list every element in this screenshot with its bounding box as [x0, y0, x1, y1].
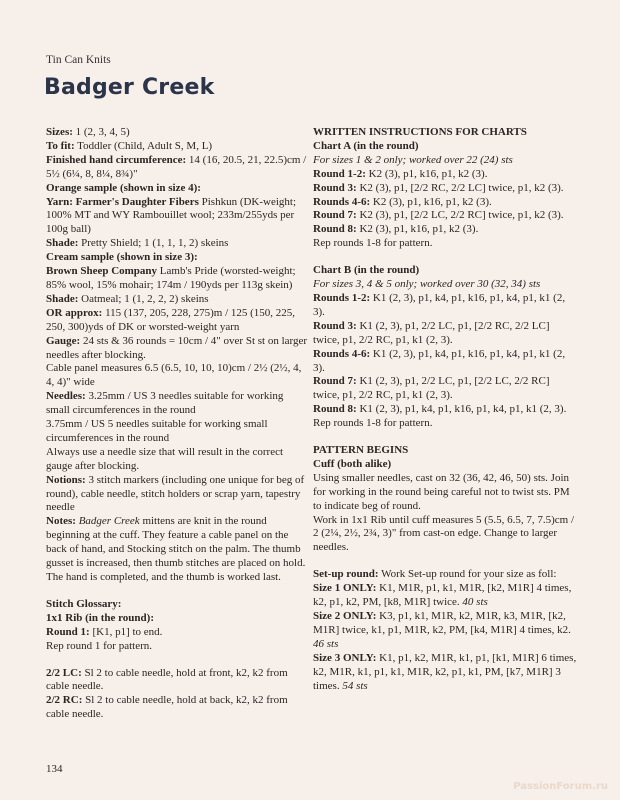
- left-column: [46, 126, 308, 722]
- publisher-name: Tin Can Knits: [46, 54, 111, 66]
- circumference-line: Finished hand circumference: 14 (16, 20.5, 21, 22.5)cm / 5½ (6¼, 8, 8¼, 8¾)": [46, 153, 307, 180]
- cuff-paragraph-1: Using smaller needles, cast on 32 (36, 42, 46, 50) sts. Join for working in the round being careful not to twist sts. PM to indicate beg of round.: [313, 471, 570, 512]
- needles-line-2: 3.75mm / US 5 needles suitable for working small circumferences in the round: [46, 418, 268, 444]
- orange-shade: Shade: Pretty Shield; 1 (1, 1, 1, 2) skeins: [46, 237, 229, 250]
- chart-a-note: For sizes 1 & 2 only; worked over 22 (24) sts: [313, 153, 513, 166]
- cuff-paragraph-2: Work in 1x1 Rib until cuff measures 5 (5.5, 6.5, 7, 7.5)cm / 2 (2¼, 2½, 2¾, 3)" from cast-on edge. Change to larger needles.: [313, 513, 575, 554]
- chart-b-heading: Chart B (in the round): [313, 264, 420, 277]
- rc-definition: 2/2 RC: Sl 2 to cable needle, hold at back, k2, k2 from cable needle.: [46, 694, 288, 721]
- chart-a-round-4-6: Rounds 4-6: K2 (3), p1, k16, p1, k2 (3).: [313, 195, 492, 208]
- fit-line: To fit: Toddler (Child, Adult S, M, L): [46, 139, 213, 152]
- page-number: 134: [46, 763, 63, 775]
- chart-a-round-3: Round 3: K2 (3), p1, [2/2 RC, 2/2 LC] twice, p1, k2 (3).: [313, 181, 564, 194]
- chart-b-round-7: Round 7: K1 (2, 3), p1, 2/2 LC, p1, [2/2 LC, 2/2 RC] twice, p1, 2/2 RC, p1, k1 (2, 3).: [313, 375, 550, 402]
- sizes-line: Sizes: 1 (2, 3, 4, 5): [46, 126, 130, 138]
- chart-a-round-8: Round 8: K2 (3), p1, k16, p1, k2 (3).: [313, 223, 479, 236]
- orange-sample-heading: Orange sample (shown in size 4):: [46, 181, 201, 194]
- notes-line: Notes: Badger Creek mittens are knit in the round beginning at the cuff. They feature a cable panel on the back of hand, and Stocking stitch on the palm. The thumb gusset is increased, then thumb stitches are placed on hold. The hand is completed, and the thumb is worked last.: [46, 515, 306, 583]
- gauge-cable: Cable panel measures 6.5 (6.5, 10, 10, 10)cm / 2½ (2½, 4, 4, 4)" wide: [46, 362, 302, 389]
- chart-b-note: For sizes 3, 4 & 5 only; worked over 30 (32, 34) sts: [313, 278, 541, 291]
- chart-b-round-3: Round 3: K1 (2, 3), p1, 2/2 LC, p1, [2/2 RC, 2/2 LC] twice, p1, 2/2 RC, p1, k1 (2, 3).: [313, 319, 550, 346]
- rib-round-1: Round 1: [K1, p1] to end.: [46, 625, 163, 638]
- orange-yarn: Yarn: Farmer's Daughter Fibers Pishkun (DK-weight; 100% MT and WY Rambouillet wool; 233m/255yds per 100g ball): [46, 195, 297, 236]
- size-3-setup: Size 3 ONLY: K1, p1, k2, M1R, k1, p1, [k1, M1R] 6 times, k2, M1R, k1, p1, k1, M1R, k2, p1, k1, PM, [k7, M1R] 3 times. 54 sts: [313, 651, 577, 692]
- right-column: [313, 126, 578, 693]
- rib-repeat: Rep round 1 for pattern.: [46, 639, 152, 652]
- glossary-heading: Stitch Glossary:: [46, 597, 122, 610]
- pattern-begins-heading: PATTERN BEGINS: [313, 444, 409, 457]
- chart-a-repeat: Rep rounds 1-8 for pattern.: [313, 237, 433, 250]
- needles-line-3: Always use a needle size that will result in the correct gauge after blocking.: [46, 445, 284, 472]
- setup-round: Set-up round: Work Set-up round for your size as foll:: [313, 568, 557, 581]
- chart-a-heading: Chart A (in the round): [313, 139, 419, 152]
- watermark: PassionForum.ru: [513, 781, 608, 792]
- lc-definition: 2/2 LC: Sl 2 to cable needle, hold at front, k2, k2 from cable needle.: [46, 666, 288, 693]
- approx-yarn: OR approx: 115 (137, 205, 228, 275)m / 125 (150, 225, 250, 300)yds of DK or worsted-weight yarn: [46, 306, 296, 333]
- notions-line: Notions: 3 stitch markers (including one unique for beg of round), cable needle, stitch holders or scrap yarn, tapestry needle: [46, 473, 305, 514]
- rib-heading: 1x1 Rib (in the round):: [46, 611, 154, 624]
- pattern-title: Badger Creek: [44, 75, 215, 100]
- cream-shade: Shade: Oatmeal; 1 (1, 2, 2, 2) skeins: [46, 292, 209, 305]
- size-2-setup: Size 2 ONLY: K3, p1, k1, M1R, k2, M1R, k3, M1R, [k2, M1R] twice, k1, p1, M1R, k2, PM, [k4, M1R] 4 times, k2. 46 sts: [313, 610, 571, 650]
- cream-yarn: Brown Sheep Company Lamb's Pride (worsted-weight; 85% wool, 15% mohair; 174m / 190yds per 113g skein): [46, 265, 296, 291]
- cream-sample-heading: Cream sample (shown in size 3):: [46, 251, 198, 264]
- chart-b-round-4-6: Rounds 4-6: K1 (2, 3), p1, k4, p1, k16, p1, k4, p1, k1 (2, 3).: [313, 347, 566, 374]
- chart-b-round-1-2: Rounds 1-2: K1 (2, 3), p1, k4, p1, k16, p1, k4, p1, k1 (2, 3).: [313, 291, 566, 318]
- cuff-heading: Cuff (both alike): [313, 457, 392, 470]
- chart-a-round-7: Round 7: K2 (3), p1, [2/2 LC, 2/2 RC] twice, p1, k2 (3).: [313, 209, 564, 222]
- chart-b-round-8: Round 8: K1 (2, 3), p1, k4, p1, k16, p1, k4, p1, k1 (2, 3).: [313, 403, 567, 416]
- gauge-line: Gauge: 24 sts & 36 rounds = 10cm / 4" over St st on larger needles after blocking.: [46, 334, 308, 361]
- chart-a-round-1-2: Round 1-2: K2 (3), p1, k16, p1, k2 (3).: [313, 167, 488, 180]
- needles-line: Needles: 3.25mm / US 3 needles suitable for working small circumferences in the round: [46, 390, 284, 417]
- written-instructions-heading: WRITTEN INSTRUCTIONS FOR CHARTS: [313, 126, 527, 138]
- size-1-setup: Size 1 ONLY: K1, M1R, p1, k1, M1R, [k2, M1R] 4 times, k2, p1, k2, PM, [k8, M1R] twice. 40 sts: [313, 582, 572, 609]
- chart-b-repeat: Rep rounds 1-8 for pattern.: [313, 417, 433, 430]
